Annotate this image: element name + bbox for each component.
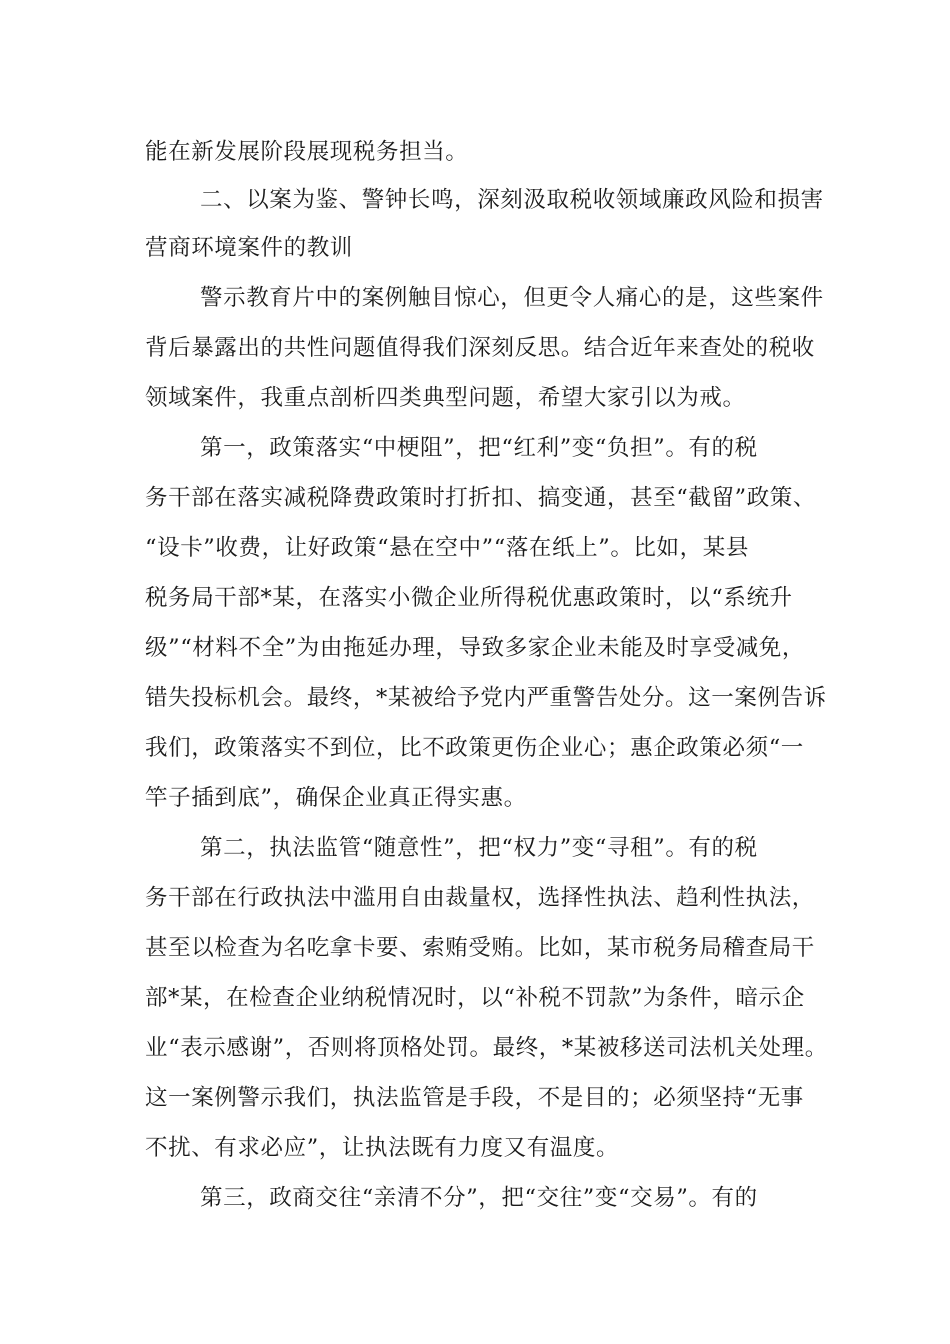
- section-heading: 二、以案为鉴、警钟长鸣，深刻汲取税收领域廉政风险和损害: [200, 187, 824, 213]
- text-line: 甚至以检查为名吃拿卡要、索贿受贿。比如，某市税务局稽查局干: [145, 935, 815, 961]
- text-line: 第一，政策落实“中梗阻”，把“红利”变“负担”。有的税: [200, 435, 758, 461]
- text-line: 我们，政策落实不到位，比不政策更伤企业心；惠企政策必须“一: [145, 735, 804, 761]
- text-line: 竿子插到底”，确保企业真正得实惠。: [145, 785, 527, 811]
- text-line: 务干部在落实减税降费政策时打折扣、搞变通，甚至“截留”政策、: [145, 485, 817, 511]
- text-line: 这一案例警示我们，执法监管是手段，不是目的；必须坚持“无事: [145, 1085, 804, 1111]
- text-line: 不扰、有求必应”，让执法既有力度又有温度。: [145, 1135, 620, 1161]
- section-heading: 营商环境案件的教训: [145, 235, 353, 261]
- text-line: 务干部在行政执法中滥用自由裁量权，选择性执法、趋利性执法，: [145, 885, 815, 911]
- text-line: 第二，执法监管“随意性”，把“权力”变“寻租”。有的税: [200, 835, 758, 861]
- text-line: 背后暴露出的共性问题值得我们深刻反思。结合近年来查处的税收: [145, 335, 815, 361]
- text-line: 错失投标机会。最终，*某被给予党内严重警告处分。这一案例告诉: [145, 685, 827, 711]
- text-line: 警示教育片中的案例触目惊心，但更令人痛心的是，这些案件: [200, 285, 824, 311]
- text-line: 税务局干部*某，在落实小微企业所得税优惠政策时，以“系统升: [145, 585, 793, 611]
- text-line: 部*某，在检查企业纳税情况时，以“补税不罚款”为条件，暗示企: [145, 985, 805, 1011]
- text-line: 第三，政商交往“亲清不分”，把“交往”变“交易”。有的: [200, 1185, 758, 1211]
- text-line: 能在新发展阶段展现税务担当。: [145, 139, 469, 165]
- text-line: 业“表示感谢”，否则将顶格处罚。最终，*某被移送司法机关处理。: [145, 1035, 828, 1061]
- text-line: “设卡”收费，让好政策“悬在空中”“落在纸上”。比如，某县: [145, 535, 749, 561]
- text-line: 领域案件，我重点剖析四类典型问题，希望大家引以为戒。: [145, 385, 746, 411]
- text-line: 级”“材料不全”为由拖延办理，导致多家企业未能及时享受减免，: [145, 635, 806, 661]
